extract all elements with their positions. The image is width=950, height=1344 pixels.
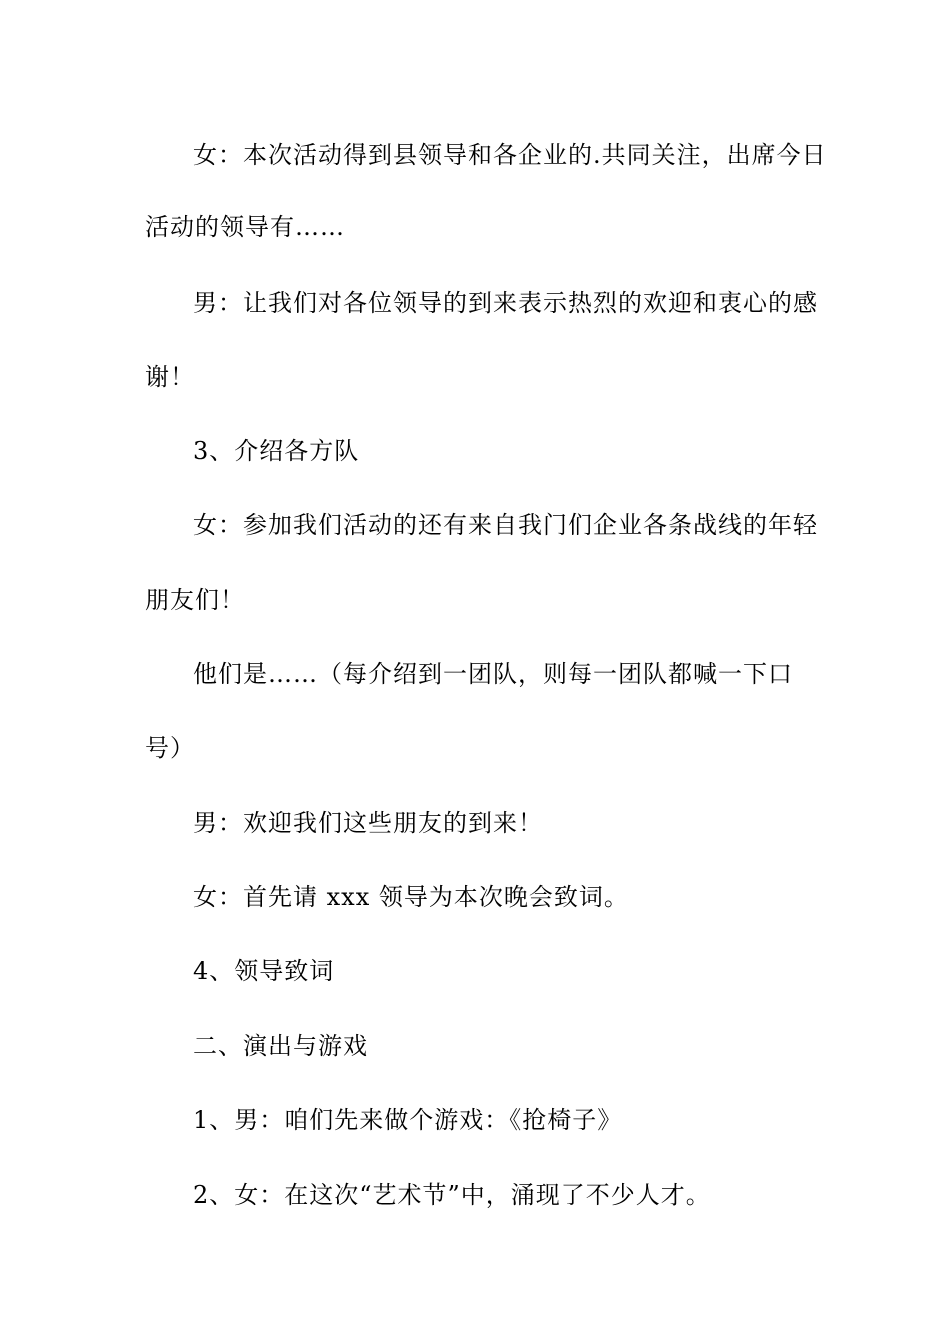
paragraph-line: 谢！ xyxy=(145,363,195,391)
paragraph-line: 男：欢迎我们这些朋友的到来！ xyxy=(193,809,543,837)
paragraph-line: 1、男：咱们先来做个游戏：《抢椅子》 xyxy=(193,1106,623,1134)
section-heading: 二、演出与游戏 xyxy=(193,1032,368,1060)
paragraph-line: 女：参加我们活动的还有来自我门们企业各条战线的年轻 xyxy=(193,511,818,539)
paragraph-line: 女：本次活动得到县领导和各企业的.共同关注，出席今日 xyxy=(193,141,827,169)
paragraph-line: 男：让我们对各位领导的到来表示热烈的欢迎和衷心的感 xyxy=(193,289,818,317)
paragraph-line: 2、女：在这次“艺术节”中，涌现了不少人才。 xyxy=(193,1181,711,1209)
paragraph-line: 他们是……（每介绍到一团队，则每一团队都喊一下口 xyxy=(193,660,793,688)
paragraph-line: 朋友们！ xyxy=(145,586,245,614)
paragraph-line: 活动的领导有…… xyxy=(145,213,345,241)
paragraph-line: 号） xyxy=(145,734,195,762)
section-heading: 4、领导致词 xyxy=(193,957,335,985)
paragraph-line: 女：首先请 xxx 领导为本次晚会致词。 xyxy=(193,883,629,911)
section-heading: 3、介绍各方队 xyxy=(193,437,360,465)
